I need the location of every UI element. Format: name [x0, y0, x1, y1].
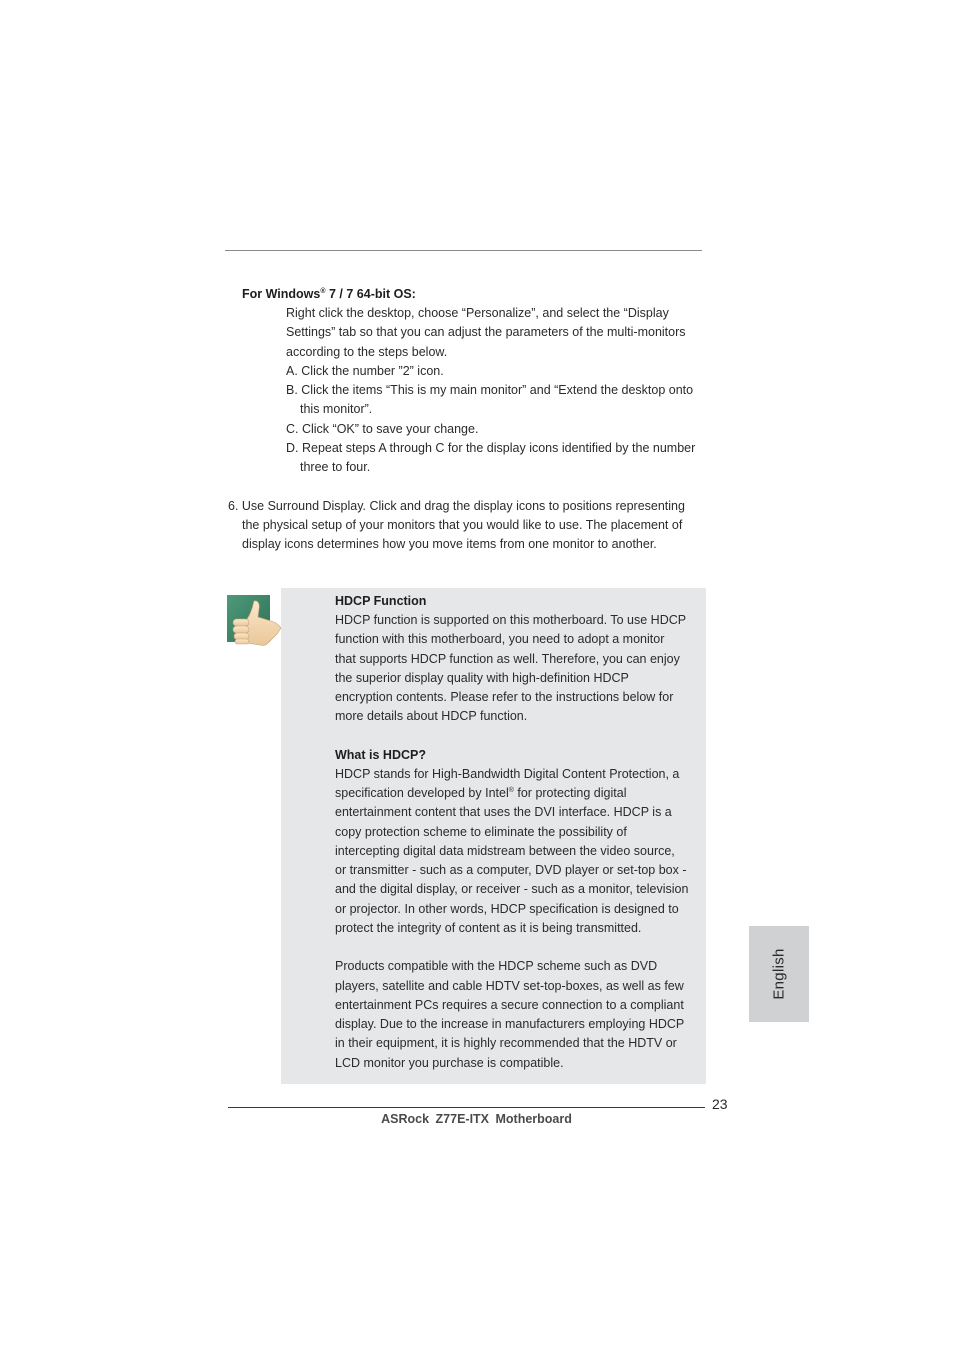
hdcp-para3-line: LCD monitor you purchase is compatible.	[335, 1056, 564, 1070]
hdcp-para2-line: intercepting digital data midstream between the video source,	[335, 844, 675, 858]
hdcp-para3-line: Products compatible with the HDCP scheme such as DVD	[335, 959, 658, 973]
windows-step-b-cont: this monitor”.	[300, 402, 373, 416]
hdcp-para1-line: function with this motherboard, you need to adopt a monitor	[335, 632, 665, 646]
hdcp-para3-line: display. Due to the increase in manufacturers employing HDCP	[335, 1017, 685, 1031]
footer-divider	[228, 1107, 705, 1108]
footer-title: ASRock Z77E-ITX Motherboard	[381, 1112, 572, 1126]
hdcp-para1-line: HDCP function is supported on this motherboard. To use HDCP	[335, 613, 687, 627]
step6-line: 6. Use Surround Display. Click and drag the display icons to positions representing	[228, 499, 685, 513]
windows-heading: For Windows® 7 / 7 64-bit OS:	[242, 287, 416, 301]
what-is-hdcp-heading: What is HDCP?	[335, 748, 426, 762]
hdcp-para1-line: that supports HDCP function as well. Therefore, you can enjoy	[335, 652, 680, 666]
hdcp-para2-line: or transmitter - such as a computer, DVD player or set-top box -	[335, 863, 687, 877]
step6-line: the physical setup of your monitors that you would like to use. The placement of	[242, 518, 683, 532]
header-divider	[225, 250, 702, 251]
thumbs-up-icon	[227, 595, 283, 647]
windows-line: according to the steps below.	[286, 345, 448, 359]
hdcp-para1-line: encryption contents. Please refer to the instructions below for	[335, 690, 674, 704]
hdcp-para2-line: HDCP stands for High-Bandwidth Digital Content Protection, a	[335, 767, 680, 781]
hdcp-para1-line: the superior display quality with high-definition HDCP	[335, 671, 629, 685]
page-number: 23	[712, 1096, 728, 1112]
windows-step-d: D. Repeat steps A through C for the display icons identified by the number	[286, 441, 696, 455]
windows-line: Settings” tab so that you can adjust the parameters of the multi-monitors	[286, 325, 686, 339]
windows-step-b: B. Click the items “This is my main monitor” and “Extend the desktop onto	[286, 383, 694, 397]
windows-step-a: A. Click the number ”2” icon.	[286, 364, 444, 378]
hdcp-para2-line: and the digital display, or receiver - such as a monitor, television	[335, 882, 689, 896]
hdcp-para3-line: in their equipment, it is highly recommended that the HDTV or	[335, 1036, 677, 1050]
hdcp-para2-line: entertainment content that uses the DVI interface. HDCP is a	[335, 805, 672, 819]
hdcp-title: HDCP Function	[335, 594, 427, 608]
hdcp-para1-line: more details about HDCP function.	[335, 709, 528, 723]
hdcp-para2-line: protect the integrity of content as it is being transmitted.	[335, 921, 642, 935]
windows-step-d-cont: three to four.	[300, 460, 371, 474]
language-tab	[749, 926, 809, 1022]
windows-line: Right click the desktop, choose “Personalize”, and select the “Display	[286, 306, 669, 320]
hdcp-para2-line: specification developed by Intel® for protecting digital	[335, 786, 627, 800]
windows-step-c: C. Click “OK” to save your change.	[286, 422, 479, 436]
hdcp-para3-line: players, satellite and cable HDTV set-top-boxes, as well as few	[335, 979, 684, 993]
hdcp-para2-line: or projector. In other words, HDCP specification is designed to	[335, 902, 679, 916]
language-label: English	[770, 948, 788, 1000]
hdcp-para2-line: copy protection scheme to eliminate the possibility of	[335, 825, 627, 839]
step6-line: display icons determines how you move items from one monitor to another.	[242, 537, 657, 551]
hdcp-para3-line: entertainment PCs requires a secure connection to a compliant	[335, 998, 684, 1012]
